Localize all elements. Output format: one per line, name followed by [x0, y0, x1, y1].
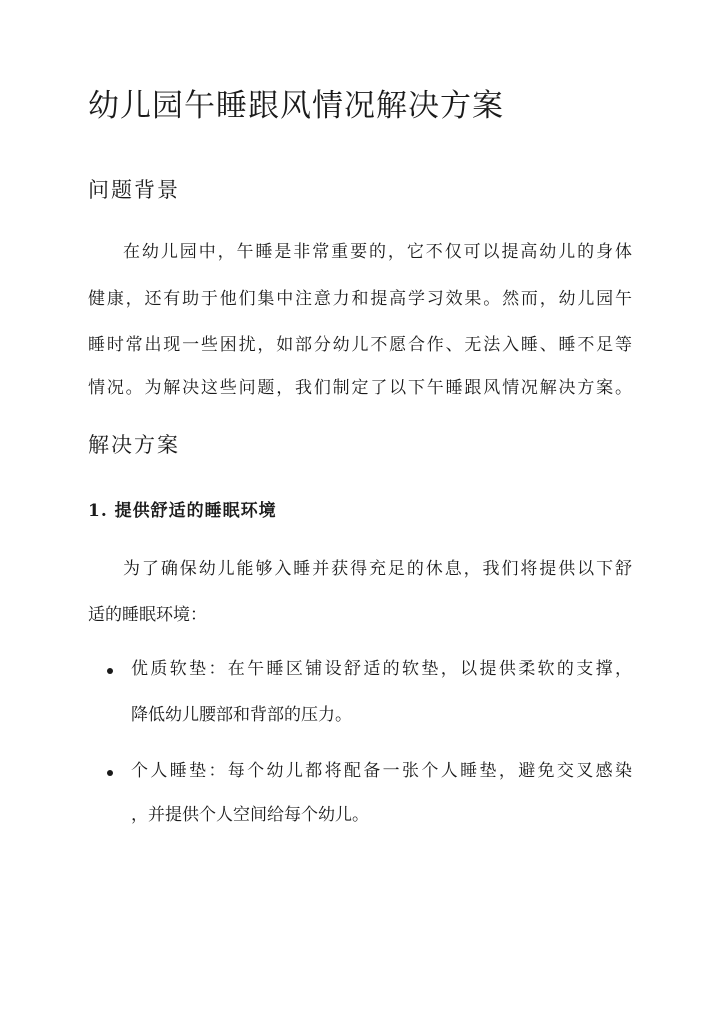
- bullet-item-line: 优质软垫：在午睡区铺设舒适的软垫，以提供柔软的支撑，: [131, 659, 632, 679]
- bullet-item-line: 降低幼儿腰部和背部的压力。: [131, 705, 352, 725]
- bullet-item-line: ，并提供个人空间给每个幼儿。: [131, 805, 369, 825]
- subsection-heading-comfortable-environment: 1. 提供舒适的睡眠环境: [88, 501, 277, 521]
- bullet-marker: [107, 770, 113, 776]
- bullet-marker: [107, 668, 113, 674]
- bullet-item-line: 个人睡垫：每个幼儿都将配备一张个人睡垫，避免交叉感染: [131, 761, 632, 781]
- section-heading-background: 问题背景: [88, 178, 180, 202]
- environment-paragraph-line: 适的睡眠环境：: [88, 605, 207, 625]
- background-paragraph-line: 情况。为解决这些问题，我们制定了以下午睡跟风情况解决方案。: [88, 378, 632, 398]
- environment-paragraph-line: 为了确保幼儿能够入睡并获得充足的休息，我们将提供以下舒: [123, 559, 632, 579]
- background-paragraph-line: 健康，还有助于他们集中注意力和提高学习效果。然而，幼儿园午: [88, 289, 632, 309]
- section-heading-solution: 解决方案: [88, 433, 180, 457]
- background-paragraph-line: 在幼儿园中，午睡是非常重要的，它不仅可以提高幼儿的身体: [123, 242, 632, 262]
- document-title: 幼儿园午睡跟风情况解决方案: [88, 88, 504, 124]
- background-paragraph-line: 睡时常出现一些困扰，如部分幼儿不愿合作、无法入睡、睡不足等: [88, 335, 632, 355]
